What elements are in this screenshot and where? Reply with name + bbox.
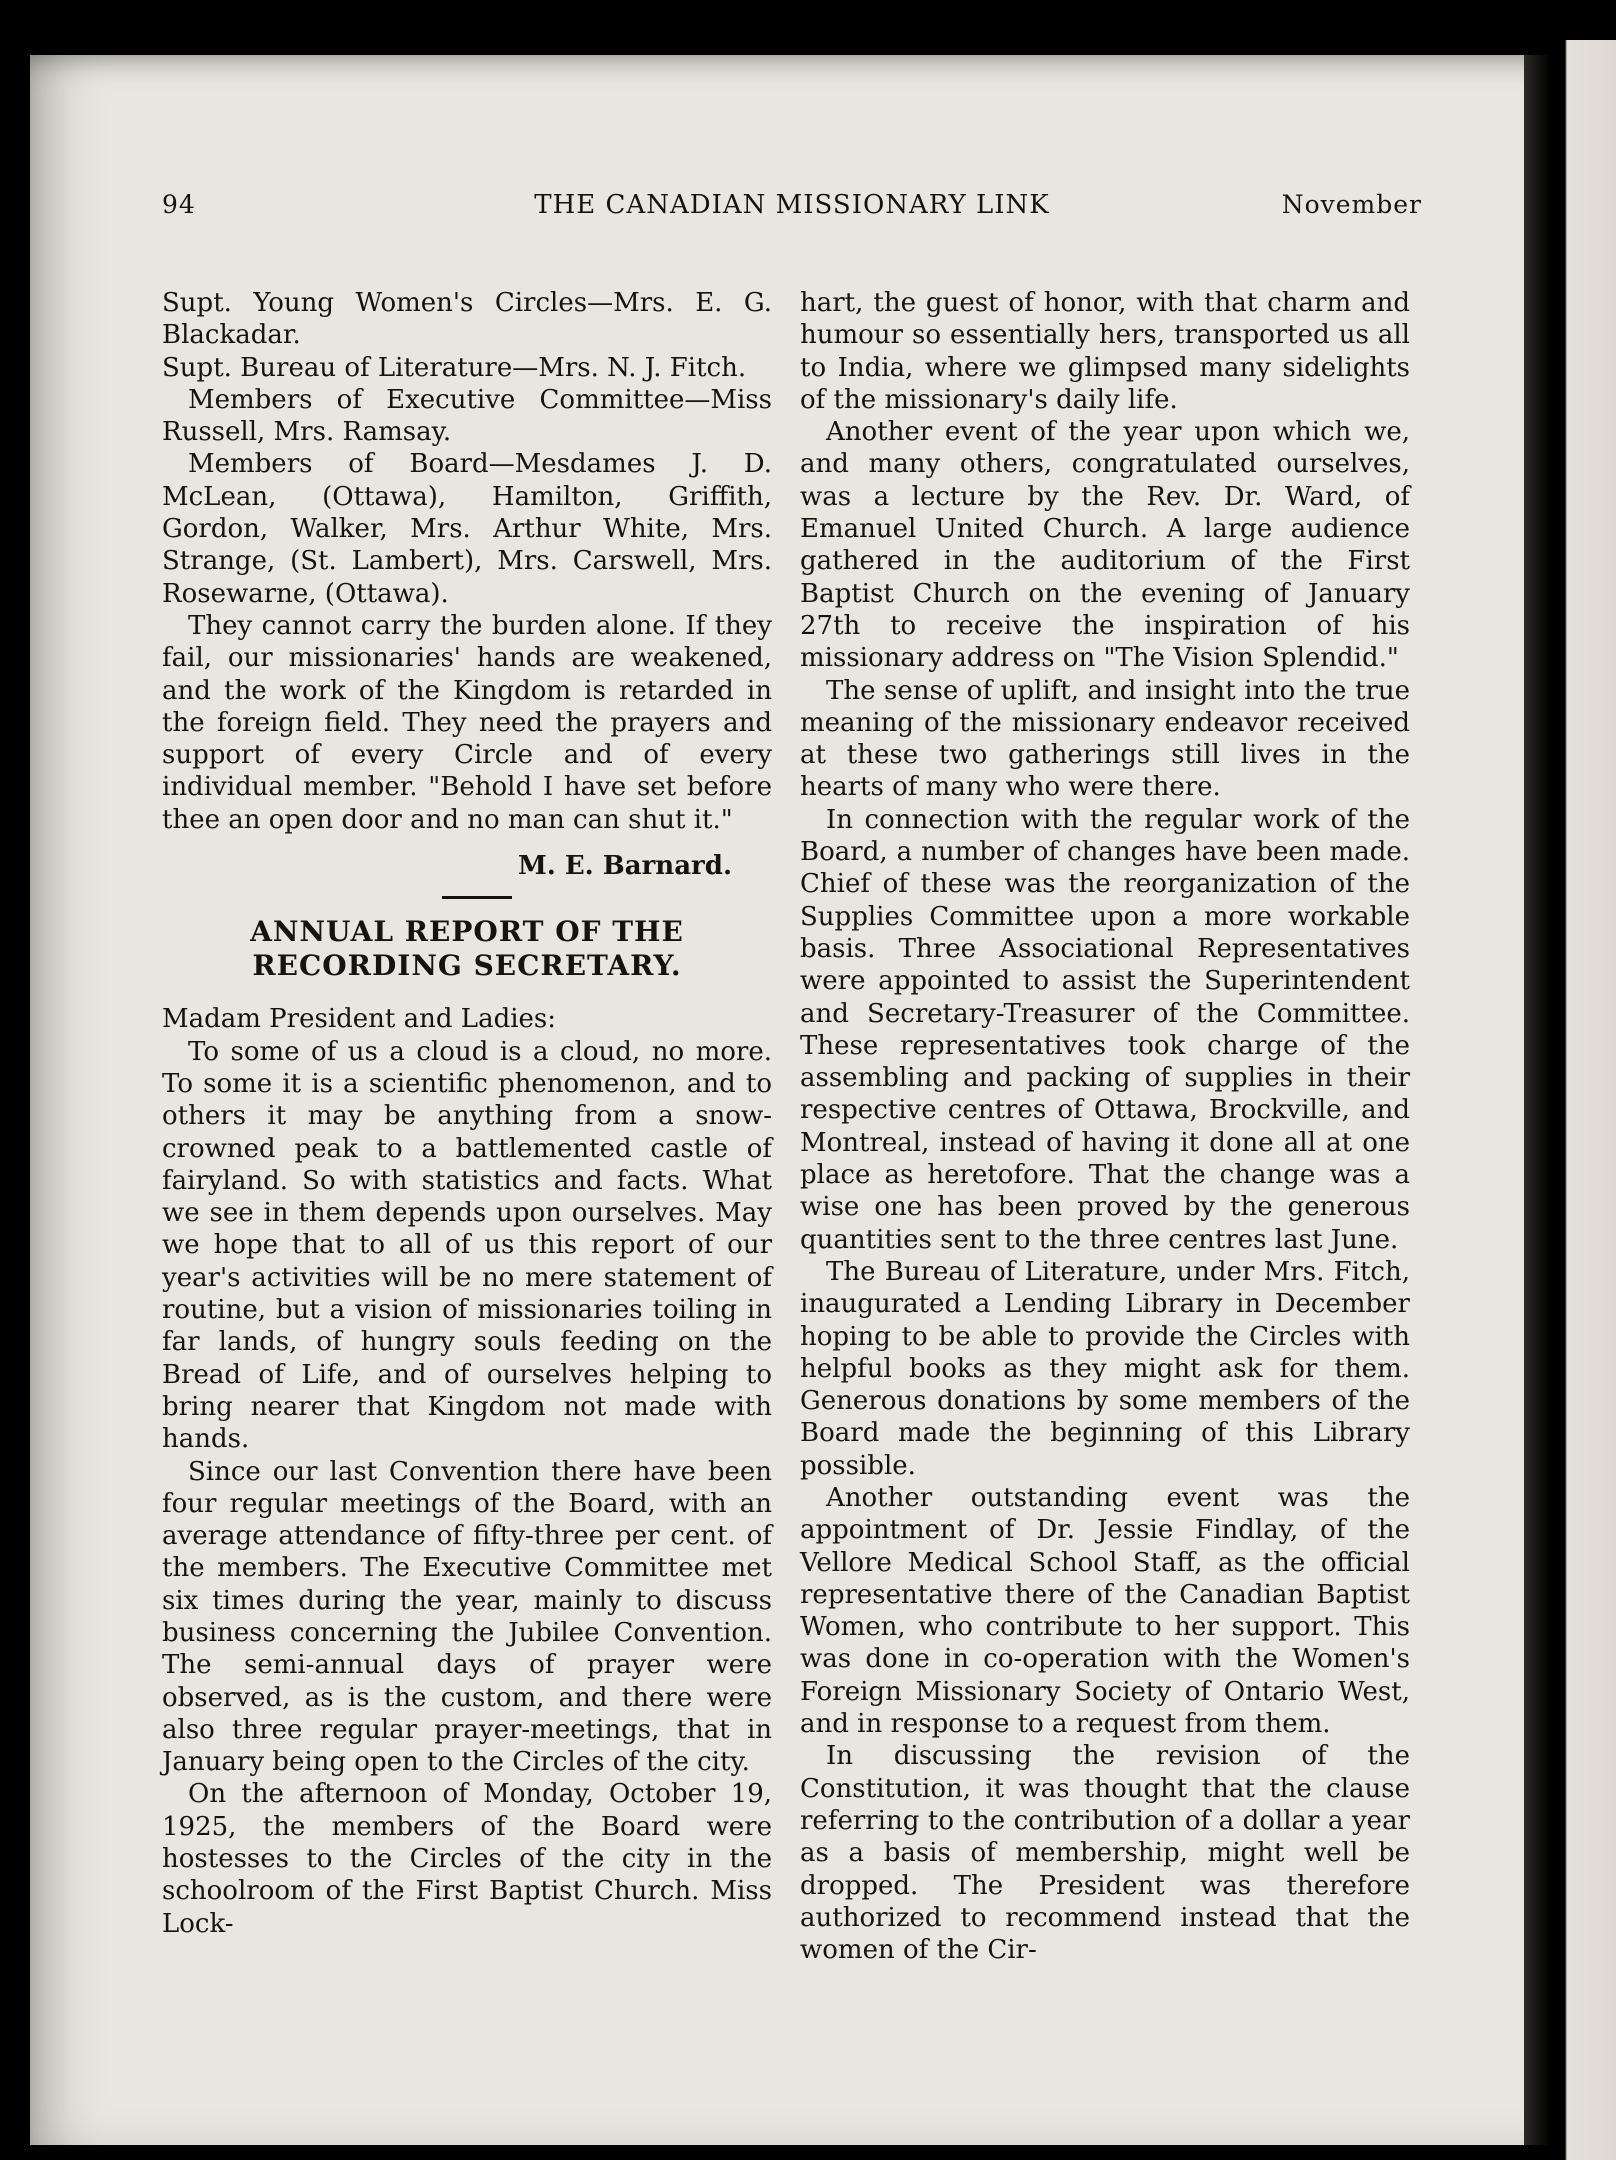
paragraph: To some of us a cloud is a cloud, no more. To some it is a scientific phenomenon, and to others it may be anything from a snow-crowned peak to a battlemented castle of fairyland. So with statistics and facts. What we see in them depends upon ourselves. May we hope that to all of us this report of our year's activities will be no mere statement of routine, but a vision of missionaries toiling in far lands, of hungry souls feeding on the Bread of Life, and of ourselves helping to bring nearer that Kingdom not made with hands. bbox=[162, 1036, 772, 1455]
paragraph: hart, the guest of honor, with that charm and humour so essentially hers, transported us all to India, where we glimpsed many sidelights of the missionary's daily life. bbox=[800, 288, 1410, 415]
paragraph: In discussing the revision of the Constitution, it was thought that the clause referring to the contribution of a dollar a year as a basis of membership, might well be dropped. The President was therefore authorized to recommend instead that the women of the Cir- bbox=[800, 1741, 1410, 1966]
signature: M. E. Barnard. bbox=[517, 851, 732, 882]
publication-title: THE CANADIAN MISSIONARY LINK bbox=[534, 190, 1050, 220]
paragraph: On the afternoon of Monday, October 19, 1925, the members of the Board were hostesses to the Circles of the city in the schoolroom of the First Baptist Church. Miss Lock- bbox=[162, 1779, 772, 1939]
paragraph: Another event of the year upon which we, and many others, congratulated ourselves, was a lecture by the Rev. Dr. Ward, of Emanuel United Church. A large audience gathered in the auditorium of the First Baptist Church on the evening of January 27th to receive the inspiration of his missionary address on "The Vision Splendid." bbox=[800, 417, 1410, 674]
magazine-page bbox=[30, 55, 1550, 2145]
divider bbox=[442, 896, 512, 899]
paragraph: Members of Executive Committee—Miss Russell, Mrs. Ramsay. bbox=[162, 384, 772, 448]
next-page-edge bbox=[1555, 40, 1616, 2160]
paragraph: They cannot carry the burden alone. If they fail, our missionaries' hands are weakened, and the work of the Kingdom is retarded in the foreign field. They need the prayers and support of every Circle and of every individual member. "Behold I have set before thee an open door and no man can shut it." bbox=[162, 610, 772, 835]
left-column bbox=[162, 287, 772, 1940]
paragraph: In connection with the regular work of the Board, a number of changes have been made. Chief of these was the reorganization of the Supplies Committee upon a more workable basis. Three Associational Representatives were appointed to assist the Superintendent and Secretary-Treasurer of the Committee. These representatives took charge of the assembling and packing of supplies in their respective centres of Ottawa, Brockville, and Montreal, instead of having it done all at one place as heretofore. That the change was a wise one has been proved by the generous quantities sent to the three centres last June. bbox=[800, 804, 1410, 1255]
paragraph: The sense of uplift, and insight into the true meaning of the missionary endeavor received at these two gatherings still lives in the hearts of many who were there. bbox=[800, 675, 1410, 803]
paragraph: The Bureau of Literature, under Mrs. Fitch, inaugurated a Lending Library in December hoping to be able to provide the Circles with helpful books as they might ask for them. Generous donations by some members of the Board made the beginning of this Library possible. bbox=[800, 1256, 1410, 1481]
running-header bbox=[162, 178, 1422, 228]
paragraph: Supt. Bureau of Literature—Mrs. N. J. Fitch. bbox=[162, 352, 747, 383]
article-headline: ANNUAL REPORT OF THE RECORDING SECRETARY. bbox=[250, 915, 684, 983]
paragraph: Members of Board—Mesdames J. D. McLean, (Ottawa), Hamilton, Griffith, Gordon, Walker, Mrs. Arthur White, Mrs. Strange, (St. Lambert), Mrs. Carswell, Mrs. Rosewarne, (Ottawa). bbox=[162, 449, 772, 609]
salutation: Madam President and Ladies: bbox=[162, 1004, 557, 1035]
paragraph: Another outstanding event was the appointment of Dr. Jessie Findlay, of the Vellore Medical School Staff, as the official representative there of the Canadian Baptist Women, who contribute to her support. This was done in co-operation with the Women's Foreign Missionary Society of Ontario West, and in response to a request from them. bbox=[800, 1482, 1410, 1740]
issue-month: November bbox=[1281, 190, 1422, 219]
page-number: 94 bbox=[162, 190, 196, 219]
page-gutter bbox=[1524, 55, 1550, 2145]
paragraph: Since our last Convention there have been four regular meetings of the Board, with an average attendance of fifty-three per cent. of the members. The Executive Committee met six times during the year, mainly to discuss business concerning the Jubilee Convention. The semi-annual days of prayer were observed, as is the custom, and there were also three regular prayer-meetings, that in January being open to the Circles of the city. bbox=[162, 1456, 772, 1778]
right-column bbox=[800, 287, 1410, 1966]
paragraph: Supt. Young Women's Circles—Mrs. E. G. Blackadar. bbox=[162, 288, 772, 351]
